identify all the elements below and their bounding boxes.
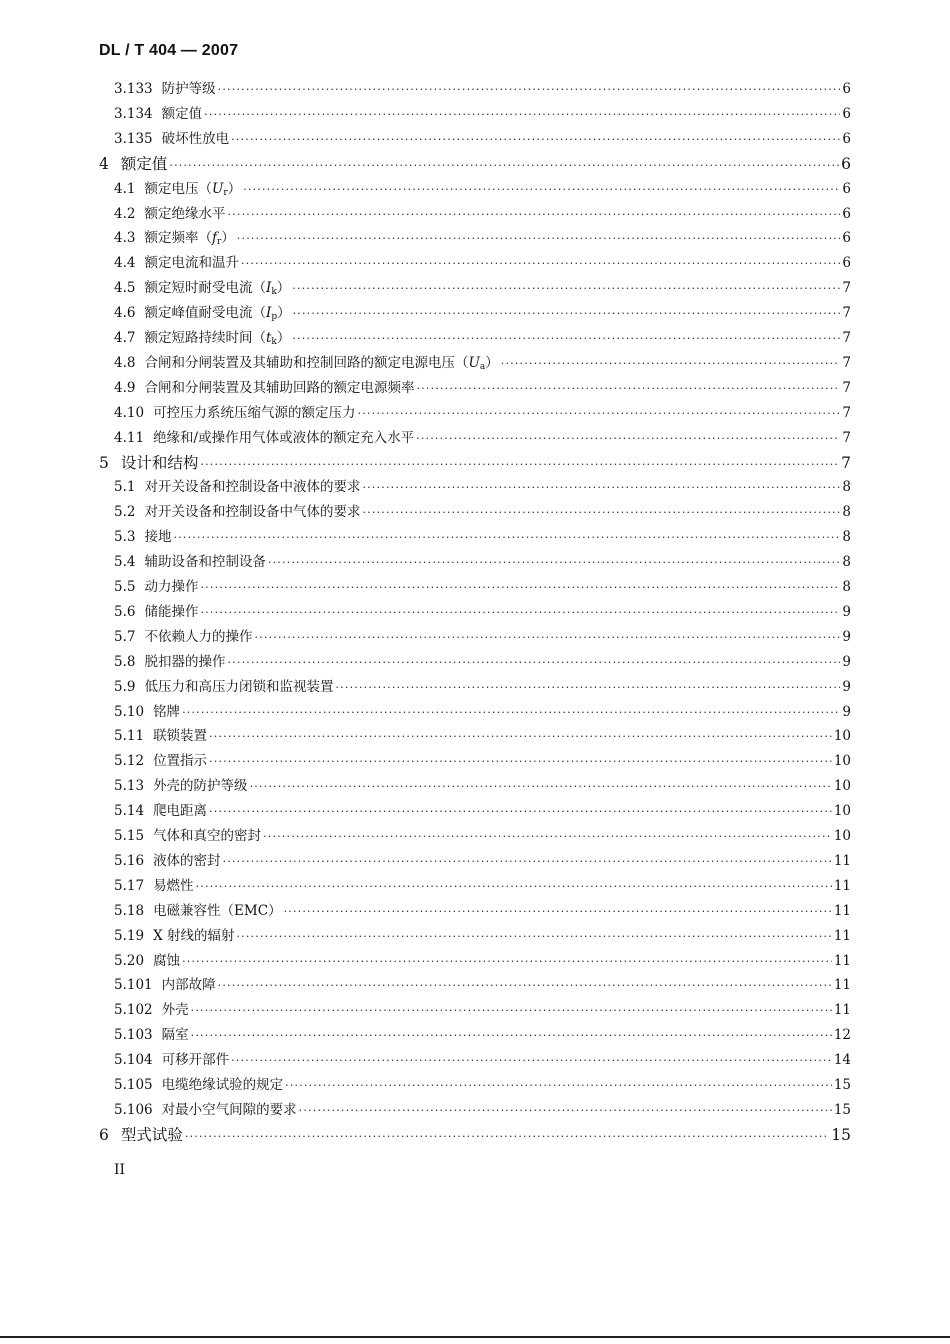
toc-entry[interactable] [114, 749, 851, 773]
dot-leader [416, 427, 840, 451]
toc-entry-title: 合闸和分闸装置及其辅助回路的额定电源频率 [144, 379, 415, 396]
dot-leader [292, 327, 840, 351]
toc-entry-page: 6 [842, 130, 851, 147]
toc-entry-title: 额定峰值耐受电流$(I_p)$ [144, 305, 291, 323]
toc-entry[interactable] [99, 451, 851, 475]
toc-entry-title: 可控压力系统压缩气源的额定压力 [153, 404, 356, 421]
toc-entry-title: 可移开部件 [161, 1052, 230, 1069]
dot-leader [209, 800, 832, 824]
toc-entry-number: 5.6 [114, 603, 136, 620]
toc-entry-number: 6 [99, 1125, 109, 1144]
dot-leader [218, 78, 841, 102]
toc-entry[interactable] [114, 1048, 851, 1072]
toc-entry-number: 5.103 [114, 1027, 153, 1044]
toc-entry[interactable] [114, 625, 851, 649]
toc-entry-page: 9 [842, 678, 851, 695]
dot-leader [204, 103, 840, 127]
toc-entry-page: 11 [833, 977, 851, 994]
dot-leader [236, 925, 831, 949]
toc-entry[interactable] [114, 525, 851, 549]
toc-entry-page: 15 [833, 1101, 851, 1118]
toc-entry-number: 5.8 [114, 653, 136, 670]
toc-entry-page: 11 [833, 952, 851, 969]
toc-entry-number: 5.9 [114, 678, 136, 695]
toc-entry-number: 4.8 [114, 354, 136, 371]
toc-entry-page: 8 [842, 529, 851, 546]
document-code: DL / T 404 — 2007 [99, 42, 239, 59]
toc-entry-title: 外壳的防护等级 [153, 778, 248, 795]
toc-entry-title: 低压力和高压力闭锁和监视装置 [144, 678, 334, 695]
toc-entry[interactable] [114, 1023, 851, 1047]
toc-entry[interactable] [114, 276, 851, 300]
dot-leader [237, 227, 841, 251]
toc-entry[interactable] [114, 849, 851, 873]
toc-entry-page: 15 [833, 1077, 851, 1093]
toc-entry-number: 5.4 [114, 554, 136, 571]
dot-leader [218, 974, 832, 998]
toc-entry-page: 11 [833, 902, 851, 919]
toc-entry-title: 对最小空气间隙的要求 [161, 1101, 297, 1118]
toc-entry-number: 5.11 [114, 728, 145, 745]
toc-entry[interactable] [114, 949, 851, 973]
toc-entry-page: 11 [833, 852, 851, 869]
dot-leader [362, 501, 840, 525]
dot-leader [200, 576, 840, 600]
toc-entry-page: 6 [842, 255, 851, 272]
toc-entry-number: 5.7 [114, 628, 136, 645]
toc-entry-number: 5.19 [114, 927, 145, 944]
dot-leader [169, 154, 839, 178]
toc-entry-title: 额定电压$(U_r)$ [144, 180, 242, 198]
toc-entry-page: 11 [833, 1002, 851, 1019]
toc-entry[interactable] [114, 1098, 851, 1122]
toc-entry-page: 6 [842, 180, 851, 197]
toc-entry-page: 10 [833, 778, 851, 795]
toc-entry[interactable] [114, 924, 851, 948]
toc-entry[interactable] [114, 500, 851, 524]
toc-entry-title: 额定短时耐受电流$(I_k)$ [144, 280, 291, 298]
toc-entry-title: 设计和结构 [120, 453, 199, 472]
toc-entry[interactable] [114, 575, 851, 599]
page-number: II [114, 1162, 126, 1178]
toc-entry[interactable] [114, 1073, 851, 1097]
toc-entry-title: 外壳 [161, 1002, 189, 1019]
toc-entry-page: 14 [833, 1052, 851, 1069]
toc-entry-number: 5.102 [114, 1002, 153, 1019]
toc-entry-page: 15 [831, 1125, 851, 1144]
dot-leader [231, 1049, 832, 1073]
dot-leader [191, 1024, 832, 1048]
toc-entry-number: 5.10 [114, 703, 145, 720]
dot-leader [416, 377, 840, 401]
dot-leader [182, 950, 832, 974]
toc-entry-number: 5.13 [114, 778, 145, 795]
toc-entry[interactable] [114, 675, 851, 699]
toc-entry-title: 动力操作 [144, 579, 199, 595]
toc-entry-number: 5.106 [114, 1101, 153, 1118]
toc-entry[interactable] [114, 550, 851, 574]
toc-entry-title: 隔室 [161, 1027, 189, 1044]
toc-entry-number: 4.4 [114, 255, 136, 272]
dot-leader [227, 203, 840, 227]
toc-entry[interactable] [114, 973, 851, 997]
dot-leader [241, 252, 840, 276]
dot-leader [196, 875, 832, 899]
toc-entry-page: 6 [841, 154, 851, 173]
toc-entry[interactable] [114, 700, 851, 724]
toc-entry-title: 对开关设备和控制设备中气体的要求 [144, 504, 361, 521]
toc-entry[interactable] [114, 177, 851, 201]
dot-leader [284, 900, 832, 924]
toc-entry[interactable] [99, 1123, 851, 1147]
toc-entry-page: 10 [833, 728, 851, 745]
toc-entry[interactable] [114, 202, 851, 226]
dot-leader [200, 453, 839, 477]
toc-entry[interactable] [114, 351, 851, 375]
dot-leader [358, 402, 841, 426]
toc-entry[interactable] [114, 475, 851, 499]
toc-entry[interactable] [114, 426, 851, 450]
dot-leader [299, 1099, 832, 1123]
toc-entry-page: 7 [842, 429, 851, 446]
toc-entry-title: 辅助设备和控制设备 [144, 554, 266, 571]
toc-entry-number: 5.105 [114, 1077, 153, 1093]
toc-entry[interactable] [114, 824, 851, 848]
toc-entry-number: 5.5 [114, 579, 136, 595]
toc-entry-number: 5.2 [114, 504, 136, 521]
dot-leader [285, 1074, 832, 1098]
toc-entry[interactable] [114, 724, 851, 748]
toc-entry-page: 8 [842, 504, 851, 521]
toc-entry[interactable] [114, 251, 851, 275]
toc-entry-page: 10 [833, 803, 851, 820]
toc-entry-number: 3.133 [114, 81, 153, 97]
toc-entry-page: 8 [842, 579, 851, 595]
toc-entry-title: 防护等级 [161, 81, 216, 97]
toc-entry-page: 9 [842, 703, 851, 720]
toc-entry-title: 铭牌 [153, 703, 181, 720]
dot-leader [209, 750, 832, 774]
toc-entry-number: 4.2 [114, 205, 136, 222]
toc-entry-number: 5.17 [114, 877, 145, 894]
toc-entry-number: 5.1 [114, 479, 136, 496]
toc-entry-title: 合闸和分闸装置及其辅助和控制回路的额定电源电压$(U_a)$ [144, 354, 499, 372]
toc-entry-number: 5 [99, 453, 109, 472]
toc-entry-page: 7 [842, 379, 851, 396]
toc-entry-page: 7 [842, 330, 851, 346]
dot-leader [268, 551, 840, 575]
toc-entry-title: 储能操作 [144, 603, 199, 620]
toc-entry-page: 11 [833, 877, 851, 894]
toc-entry-title: 爬电距离 [153, 803, 208, 820]
toc-entry-title: 内部故障 [161, 977, 216, 994]
toc-entry-page: 8 [842, 554, 851, 571]
toc-entry-page: 9 [842, 653, 851, 670]
toc-entry[interactable] [114, 650, 851, 674]
toc-entry-page: 12 [833, 1027, 851, 1044]
toc-entry-number: 3.135 [114, 130, 153, 147]
toc-entry[interactable] [114, 874, 851, 898]
dot-leader [182, 701, 840, 725]
toc-entry-page: 9 [842, 628, 851, 645]
toc-entry-title: 气体和真空的密封 [153, 828, 262, 844]
toc-entry-number: 5.16 [114, 852, 145, 869]
dot-leader [362, 476, 840, 500]
toc-entry-title: 位置指示 [153, 753, 208, 770]
toc-entry[interactable] [99, 152, 851, 176]
toc-entry[interactable] [114, 401, 851, 425]
dot-leader [223, 850, 832, 874]
dot-leader [227, 651, 840, 675]
toc-entry-title: 电缆绝缘试验的规定 [161, 1077, 284, 1093]
dot-leader [191, 999, 832, 1023]
toc-entry-number: 5.15 [114, 828, 145, 844]
toc-entry-number: 5.12 [114, 753, 145, 770]
toc-entry-title: X 射线的辐射 [153, 927, 235, 944]
toc-entry-number: 5.14 [114, 803, 145, 820]
toc-entry-page: 10 [833, 753, 851, 770]
dot-leader [231, 128, 840, 152]
toc-entry-title: 绝缘和/或操作用气体或液体的额定充入水平 [153, 429, 415, 446]
toc-entry-title: 联锁装置 [153, 728, 208, 745]
dot-leader [209, 725, 832, 749]
toc-entry-title: 液体的密封 [153, 852, 221, 869]
toc-entry[interactable] [114, 774, 851, 798]
toc-entry-number: 3.134 [114, 105, 153, 122]
dot-leader [173, 526, 840, 550]
toc-entry-page: 6 [842, 105, 851, 122]
dot-leader [293, 302, 841, 326]
toc-entry[interactable] [114, 998, 851, 1022]
dot-leader [243, 178, 840, 202]
toc-entry-number: 4.1 [114, 180, 136, 197]
toc-entry-page: 9 [842, 603, 851, 620]
toc-entry-page: 11 [833, 927, 851, 944]
toc-entry-number: 4.9 [114, 379, 136, 396]
dot-leader [263, 825, 832, 849]
toc-entry-title: 接地 [144, 529, 172, 546]
toc-entry-number: 4.5 [114, 280, 136, 297]
toc-entry-page: 6 [842, 230, 851, 247]
toc-entry-number: 4.6 [114, 305, 136, 322]
dot-leader [254, 626, 840, 650]
toc-entry-number: 4.7 [114, 330, 136, 346]
toc-entry-title: 破坏性放电 [161, 130, 230, 147]
toc-entry[interactable] [114, 376, 851, 400]
dot-leader [292, 277, 840, 301]
dot-leader [335, 676, 840, 700]
toc-entry[interactable] [114, 127, 851, 151]
toc-entry-number: 4.11 [114, 429, 145, 446]
toc-entry-page: 7 [841, 453, 851, 472]
toc-entry[interactable] [114, 326, 851, 350]
toc-entry[interactable] [114, 899, 851, 923]
page-bottom-rule [0, 1336, 950, 1338]
toc-entry-page: 6 [842, 81, 851, 97]
dot-leader [501, 352, 841, 376]
toc-entry-title: 脱扣器的操作 [144, 653, 226, 670]
toc-entry-title: 不依赖人力的操作 [144, 628, 253, 645]
toc-entry-title: 对开关设备和控制设备中液体的要求 [144, 479, 361, 496]
toc-entry-title: 额定短路持续时间$(t_k)$ [144, 330, 291, 347]
toc-entry-page: 10 [833, 828, 851, 844]
toc-entry-page: 7 [842, 354, 851, 371]
dot-leader [185, 1125, 829, 1149]
toc-entry-number: 5.18 [114, 902, 145, 919]
toc-entry[interactable] [114, 77, 851, 101]
toc-entry-title: 额定绝缘水平 [144, 205, 226, 222]
toc-entry-number: 4.3 [114, 230, 136, 247]
toc-entry-number: 4.10 [114, 404, 145, 421]
toc-entry[interactable] [114, 799, 851, 823]
toc-entry-page: 7 [842, 280, 851, 297]
toc-entry-title: 额定值 [161, 105, 203, 122]
toc-entry-page: 6 [842, 205, 851, 222]
toc-entry-number: 4 [99, 154, 109, 173]
toc-entry[interactable] [114, 600, 851, 624]
toc-entry-title: 腐蚀 [153, 952, 181, 969]
toc-entry-title: 额定值 [120, 154, 168, 173]
toc-entry-title: 额定电流和温升 [144, 255, 239, 272]
toc-entry-number: 5.101 [114, 977, 153, 994]
dot-leader [250, 775, 832, 799]
toc-entry-title: 型式试验 [120, 1125, 183, 1144]
toc-entry-number: 5.20 [114, 952, 145, 969]
toc-entry[interactable] [114, 301, 851, 325]
toc-entry-page: 8 [842, 479, 851, 496]
toc-entry-number: 5.104 [114, 1052, 153, 1069]
toc-entry-page: 7 [842, 404, 851, 421]
toc-entry-title: 易燃性 [153, 877, 194, 894]
toc-entry-title: 电磁兼容性（EMC） [153, 902, 282, 919]
toc-entry-number: 5.3 [114, 529, 136, 546]
toc-entry[interactable] [114, 102, 851, 126]
toc-entry-title: 额定频率$(f_r)$ [144, 230, 235, 248]
toc-entry-page: 7 [842, 305, 851, 322]
toc-entry[interactable] [114, 226, 851, 250]
dot-leader [200, 601, 840, 625]
